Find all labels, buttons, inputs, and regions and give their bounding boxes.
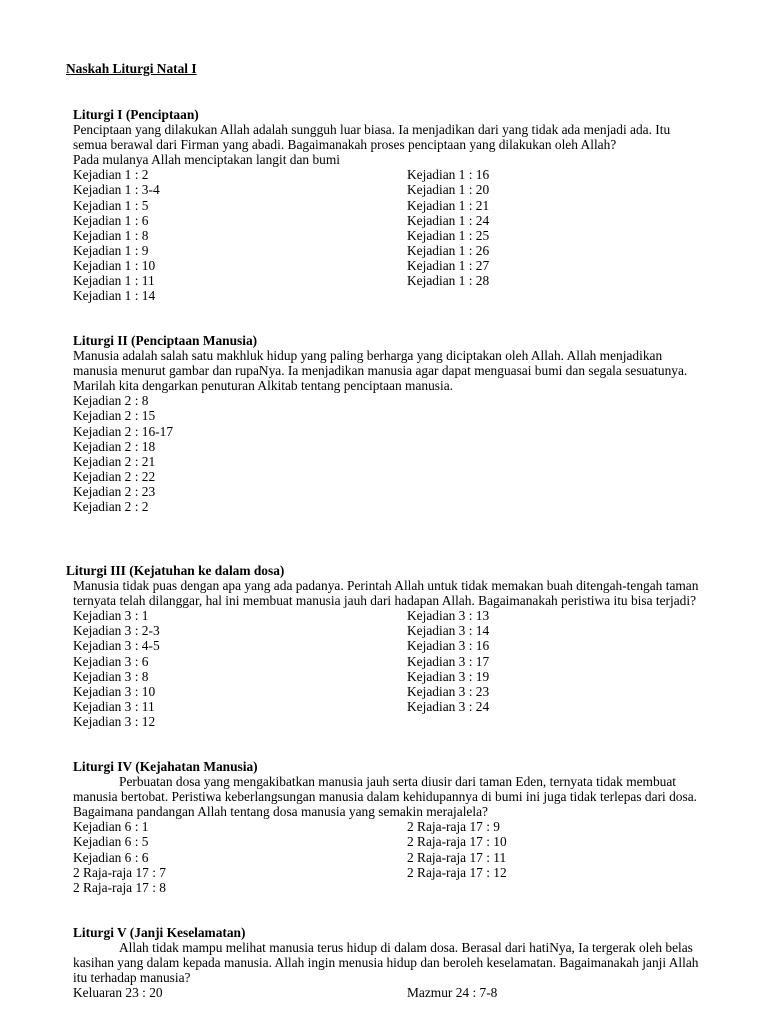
- document-title: Naskah Liturgi Natal I: [66, 61, 197, 76]
- scripture-ref: Kejadian 1 : 2: [73, 167, 149, 183]
- scripture-ref: Kejadian 3 : 11: [73, 698, 155, 714]
- scripture-ref: [407, 880, 703, 895]
- scripture-ref: 2 Raja-raja 17 : 9: [407, 819, 500, 835]
- scripture-ref: Kejadian 3 : 6: [73, 653, 149, 669]
- scripture-ref: Kejadian 3 : 10: [73, 683, 156, 699]
- scripture-ref: Kejadian 3 : 13: [407, 608, 490, 624]
- section-paragraph: Allah tidak mampu melihat manusia terus hidup di dalam dosa. Berasal dari hatiNya, Ia tergerak oleh belas kasihan yang dalam kepada manusia. Allah ingin menusia hidup dan beroleh keselamatan. Bagaimanakah janji Allah itu terhadap manusia?: [73, 940, 699, 986]
- scripture-ref: Kejadian 1 : 20: [407, 182, 490, 198]
- scripture-ref: Kejadian 3 : 2-3: [73, 623, 160, 639]
- scripture-ref: Kejadian 1 : 24: [407, 212, 490, 228]
- scripture-ref: Kejadian 3 : 19: [407, 668, 490, 684]
- scripture-ref: Kejadian 3 : 4-5: [73, 638, 160, 654]
- scripture-ref: 2 Raja-raja 17 : 12: [407, 864, 507, 880]
- section-title: Liturgi II (Penciptaan Manusia): [73, 333, 258, 348]
- scripture-ref: Kejadian 6 : 5: [73, 834, 149, 850]
- scripture-ref: Kejadian 2 : 21: [73, 453, 156, 469]
- section-title: Liturgi I (Penciptaan): [73, 107, 199, 122]
- scripture-ref: Kejadian 2 : 22: [73, 468, 156, 484]
- scripture-ref: Kejadian 1 : 25: [407, 227, 490, 243]
- scripture-ref: Kejadian 1 : 26: [407, 242, 490, 258]
- scripture-ref: Kejadian 1 : 8: [73, 227, 149, 243]
- scripture-ref: Kejadian 3 : 1: [73, 608, 149, 624]
- scripture-ref: 2 Raja-raja 17 : 7: [73, 864, 166, 880]
- scripture-ref: Kejadian 1 : 10: [73, 257, 156, 273]
- scripture-ref: Kejadian 3 : 12: [73, 713, 156, 729]
- section-liturgi-2: [73, 333, 703, 514]
- scripture-ref: Mazmur 24 : 7-8: [407, 985, 498, 1001]
- scripture-ref: Kejadian 1 : 9: [73, 242, 149, 258]
- section-liturgi-1: [73, 107, 703, 303]
- scripture-ref: 2 Raja-raja 17 : 11: [407, 849, 507, 865]
- section-liturgi-4: [73, 759, 703, 895]
- scripture-ref: Kejadian 3 : 14: [407, 623, 490, 639]
- scripture-ref: Kejadian 3 : 16: [407, 638, 490, 654]
- scripture-ref: Kejadian 2 : 8: [73, 393, 149, 409]
- scripture-ref: 2 Raja-raja 17 : 8: [73, 879, 166, 895]
- reference-grid: [73, 819, 703, 894]
- section-title: Liturgi III (Kejatuhan ke dalam dosa): [66, 563, 285, 578]
- scripture-ref: Kejadian 1 : 16: [407, 167, 490, 183]
- section-title: Liturgi V (Janji Keselamatan): [73, 925, 246, 940]
- section-title: Liturgi IV (Kejahatan Manusia): [73, 759, 258, 774]
- scripture-ref: Kejadian 2 : 23: [73, 483, 156, 499]
- scripture-ref: Kejadian 1 : 11: [73, 273, 155, 289]
- scripture-ref: Kejadian 2 : 18: [73, 438, 156, 454]
- scripture-ref: Kejadian 1 : 5: [73, 197, 149, 213]
- section-paragraph: Penciptaan yang dilakukan Allah adalah sungguh luar biasa. Ia menjadikan dari yang tidak ada menjadi ada. Itu semua berawal dari Firman yang abadi. Bagaimanakah proses penciptaan yang dilakukan oleh Allah?: [73, 122, 671, 153]
- scripture-ref: Kejadian 3 : 23: [407, 683, 490, 699]
- scripture-ref: Kejadian 6 : 6: [73, 849, 149, 865]
- section-liturgi-5: [73, 925, 703, 1000]
- scripture-ref: Kejadian 1 : 28: [407, 273, 490, 289]
- section-subline: Pada mulanya Allah menciptakan langit dan bumi: [73, 152, 341, 168]
- reference-grid: [73, 167, 703, 303]
- scripture-ref: [407, 714, 703, 729]
- scripture-ref: Kejadian 6 : 1: [73, 819, 149, 835]
- scripture-ref: Keluaran 23 : 20: [73, 985, 163, 1001]
- section-paragraph: Perbuatan dosa yang mengakibatkan manusia jauh serta diusir dari taman Eden, ternyata tidak membuat manusia bertobat. Peristiwa keberlangsungan manusia dalam kehidupannya di bumi ini juga tidak terlepas dari dosa. Bagaimana pandangan Allah tentang dosa manusia yang semakin merajalela?: [73, 774, 697, 820]
- scripture-ref: Kejadian 3 : 17: [407, 653, 490, 669]
- section-liturgi-3: [66, 563, 703, 729]
- scripture-ref: Kejadian 1 : 6: [73, 212, 149, 228]
- section-paragraph: Manusia tidak puas dengan apa yang ada padanya. Perintah Allah untuk tidak memakan buah ditengah-tengah taman ternyata telah dilanggar, hal ini membuat manusia jauh dari hadapan Allah. Bagaimanakah peristiwa itu bisa terjadi?: [73, 578, 699, 609]
- scripture-ref: Kejadian 2 : 15: [73, 408, 156, 424]
- section-paragraph: Manusia adalah salah satu makhluk hidup yang paling berharga yang diciptakan oleh Allah. Allah menjadikan manusia menurut gambar dan rupaNya. Ia menjadikan manusia agar dapat menguasai bumi dan segala sesuatunya. Marilah kita dengarkan penuturan Alkitab tentang penciptaan manusia.: [73, 348, 688, 394]
- scripture-ref: [407, 288, 703, 303]
- scripture-ref: Kejadian 1 : 14: [73, 288, 156, 304]
- scripture-ref: Kejadian 2 : 2: [73, 499, 149, 515]
- scripture-ref: Kejadian 1 : 21: [407, 197, 490, 213]
- scripture-ref: 2 Raja-raja 17 : 10: [407, 834, 507, 850]
- scripture-ref: Kejadian 2 : 16-17: [73, 423, 174, 439]
- reference-grid: [73, 985, 703, 1000]
- scripture-ref: Kejadian 1 : 3-4: [73, 182, 160, 198]
- scripture-ref: Kejadian 1 : 27: [407, 257, 490, 273]
- scripture-ref: Kejadian 3 : 8: [73, 668, 149, 684]
- scripture-ref: Kejadian 3 : 24: [407, 698, 490, 714]
- reference-grid: [73, 608, 703, 729]
